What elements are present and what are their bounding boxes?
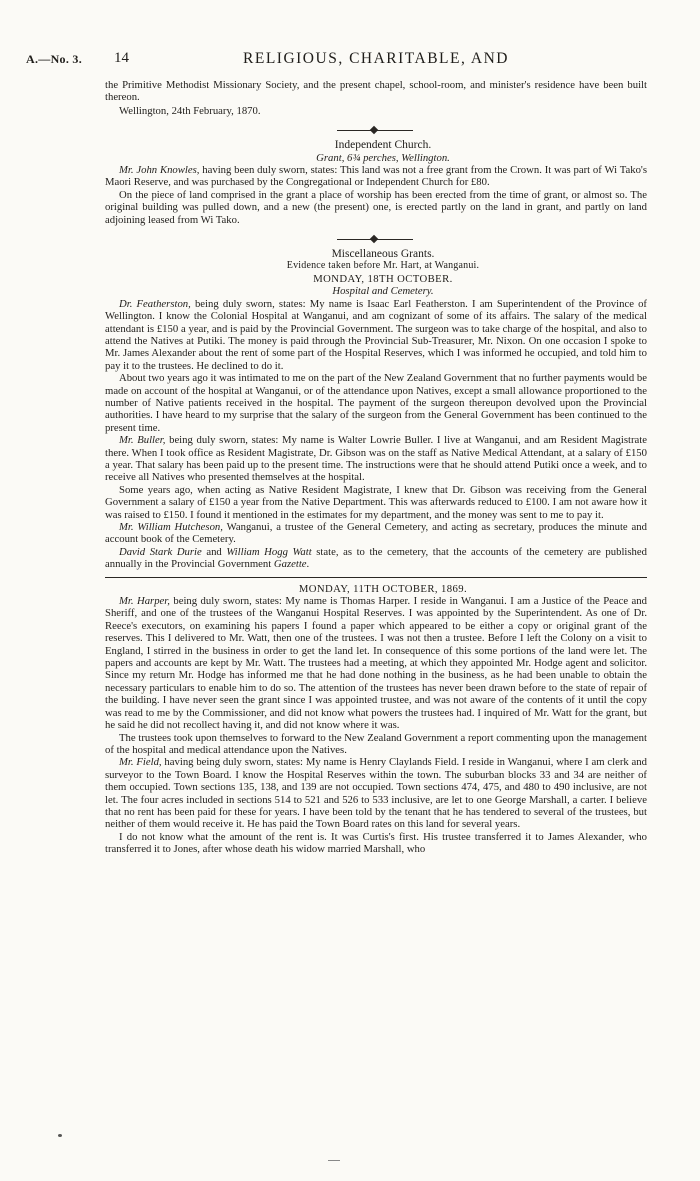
testimony-knowles (105, 164, 647, 189)
testimony-text: being duly sworn, states: My name is Thomas Harper. I reside in Wanganui. I am a Justice of the Peace and Sheriff, and one of the trustees of the Wanganui Hospital Reserves. I was appointed by the Superintendent. As one of Dr. Reece's executors, on examining his papers I found a paper which appeared to be either a copy or original grant of the reserves. This I delivered to Mr. Watt, then one of the trustees. I was not then a trustee. Before I left the Colony on a visit to England, I stirred in the business in order to get the land let. In consequence of this some portions of the land were let. The papers and accounts are kept by Mr. Watt. The trustees had a meeting, at which they appointed Mr. Hodge agent and solicitor. Since my return Mr. Hodge has informed me that he had done nothing in the business, as he had been unable to obtain the necessary particulars to enable him to do so. The attention of the trustees has never been drawn before to the state of repair of the building. I have never seen the grant since I was appointed trustee, and was not aware of the contents of it until the copy was read to me by the Commissioner, and did not know what powers the trustees had. I inquired of Mr. Watt for the grant, but he said he did not recollect having it, and did not know where it was. (105, 595, 647, 732)
sentence-end: . (306, 558, 310, 571)
testimony-text: being duly sworn, states: My name is Walter Lowrie Buller. I live at Wanganui, and am Resident Magistrate there. When I took office as Resident Magistrate, Dr. Gibson was on the staff as Native Medical Attendant, at a salary of £150 a year. That salary has been paid up to the present time. The instructions were that he should attend Putiki once a week, and to receive all Natives who presented themselves at the hospital. (105, 434, 647, 484)
witness-name: Dr. Featherston, (119, 297, 191, 310)
testimony-featherston (105, 298, 647, 372)
running-title: RELIGIOUS, CHARITABLE, AND (243, 50, 509, 67)
witness-name: David Stark Durie (119, 545, 202, 558)
conjunction: and (201, 545, 227, 558)
testimony-harper (105, 595, 647, 731)
intro-place-date: Wellington, 24th February, 1870. (119, 104, 261, 117)
testimony-text: having been duly sworn, states: This land was not a free grant from the Crown. It was part of Wi Tako's Maori Reserve, and was purchased by the Congregational or Independent Church for £80. (105, 164, 647, 189)
testimony-text: Wanganui, a trustee of the General Cemetery, and acting as secretary, produces the minute and account book of the Cemetery. (105, 521, 647, 546)
paragraph: Some years ago, when acting as Native Resident Magistrate, I knew that Dr. Gibson was receiving from the General Government a salary of £150 a year from the Native Department. This was afterwards reduced to £100. I am not aware how it was raised to £150. I found it mentioned in the estimates for my department, and the money was sent to me to pay it. (105, 483, 647, 521)
document-reference: A.—No. 3. (26, 52, 83, 66)
session-date: MONDAY, 11TH OCTOBER, 1869. (298, 582, 468, 595)
testimony-buller (105, 434, 647, 484)
paragraph: I do not know what the amount of the rent is. It was Curtis's first. His trustee transferred it to James Alexander, who transferred it to Jones, after whose death his widow married Marshall, who (105, 830, 647, 856)
page-number: 14 (114, 50, 129, 66)
witness-name: William Hogg Watt (226, 545, 312, 558)
testimony-hutcheson (105, 521, 647, 546)
paragraph: About two years ago it was intimated to me on the part of the New Zealand Government that no further payments would be made on account of the hospital at Wanganui, or of the attendance upon Natives, except a small allowance proportioned to the number of Native patients received in the hospital. The payment of the surgeon thereupon devolved upon the Provincial authorities. I have heard to my surprise that the salary of the surgeon from the General Government has been continued to the present time. (105, 372, 647, 434)
hospital-cemetery-heading: Hospital and Cemetery. (332, 285, 434, 298)
margin-mark (58, 1134, 62, 1137)
testimony-field (105, 756, 647, 830)
witness-name: Mr. Buller, (119, 434, 166, 447)
paragraph: The trustees took upon themselves to forward to the New Zealand Government a report commenting upon the management of the hospital and medical attendance upon the Natives. (105, 731, 647, 756)
footer-mark (328, 1160, 340, 1161)
session-date: MONDAY, 18TH OCTOBER. (313, 272, 453, 285)
testimony-durie-watt (105, 546, 647, 571)
witness-name: Mr. William Hutcheson, (119, 521, 223, 533)
intro-paragraph: the Primitive Methodist Missionary Society, and the present chapel, school-room, and minister's residence have been built thereon. (105, 79, 647, 104)
witness-name: Mr. Harper, (119, 595, 170, 608)
paragraph: On the piece of land comprised in the grant a place of worship has been erected from the time of grant, or almost so. The original building was pulled down, and a new (the present) one, is erected partly on the land in grant, and partly on land adjoining leased from Wi Tako. (105, 188, 647, 226)
witness-name: Mr. John Knowles, (119, 164, 200, 177)
witness-name: Mr. Field, (119, 756, 162, 769)
horizontal-rule (105, 577, 647, 578)
evidence-heading: Evidence taken before Mr. Hart, at Wanganui. (286, 260, 480, 272)
page-body (105, 79, 647, 856)
grant-heading: Grant, 6¾ perches, Wellington. (316, 151, 450, 164)
page-header (26, 50, 666, 72)
testimony-text: having being duly sworn, states: My name is Henry Claylands Field. I reside in Wanganui, where I am clerk and surveyor to the Town Board. I know the Hospital Reserves within the town. The suburban blocks 33 and 34 are neither of them occupied. Town sections 135, 138, and 139 are not occupied. Town sections 474, 475, and 480 to 490 inclusive, are not let. The four acres included in sections 514 to 521 and 526 to 533 inclusive, are let to one George Marshall, a carter. I believe that no rent has been paid for these for years. I have been told by the tenant that he has tendered to several of the trustees, but neither of them would receive it. He has paid the Town Board rates on this land for several years. (105, 756, 647, 831)
section-title-miscellaneous: Miscellaneous Grants. (331, 248, 435, 261)
section-title-independent-church: Independent Church. (334, 139, 432, 152)
testimony-text: being duly sworn, states: My name is Isaac Earl Featherston. I am Superintendent of the Province of Wellington. I know the Colonial Hospital at Wanganui, and am cognizant of some of its affairs. The salary of the medical attendant is £150 a year, and is paid by the Provincial Government. The surgeon was to take charge of the hospital, and also to attend the Natives at Putiki. The money is paid through the Provincial Sub-Treasurer, Mr. Nixon. On one occasion I spoke to Mr. James Alexander about the rent of some part of the Hospital Reserves, which I was informed he occupied, and told him to pay it to the trustees. He declined to do it. (105, 297, 647, 372)
ornamental-separator (105, 233, 647, 245)
ornamental-separator (105, 124, 647, 136)
testimony-text: state, as to the cemetery, that the accounts of the cemetery are published annually in the Provincial Government (105, 545, 647, 571)
gazette-title: Gazette (273, 558, 307, 571)
